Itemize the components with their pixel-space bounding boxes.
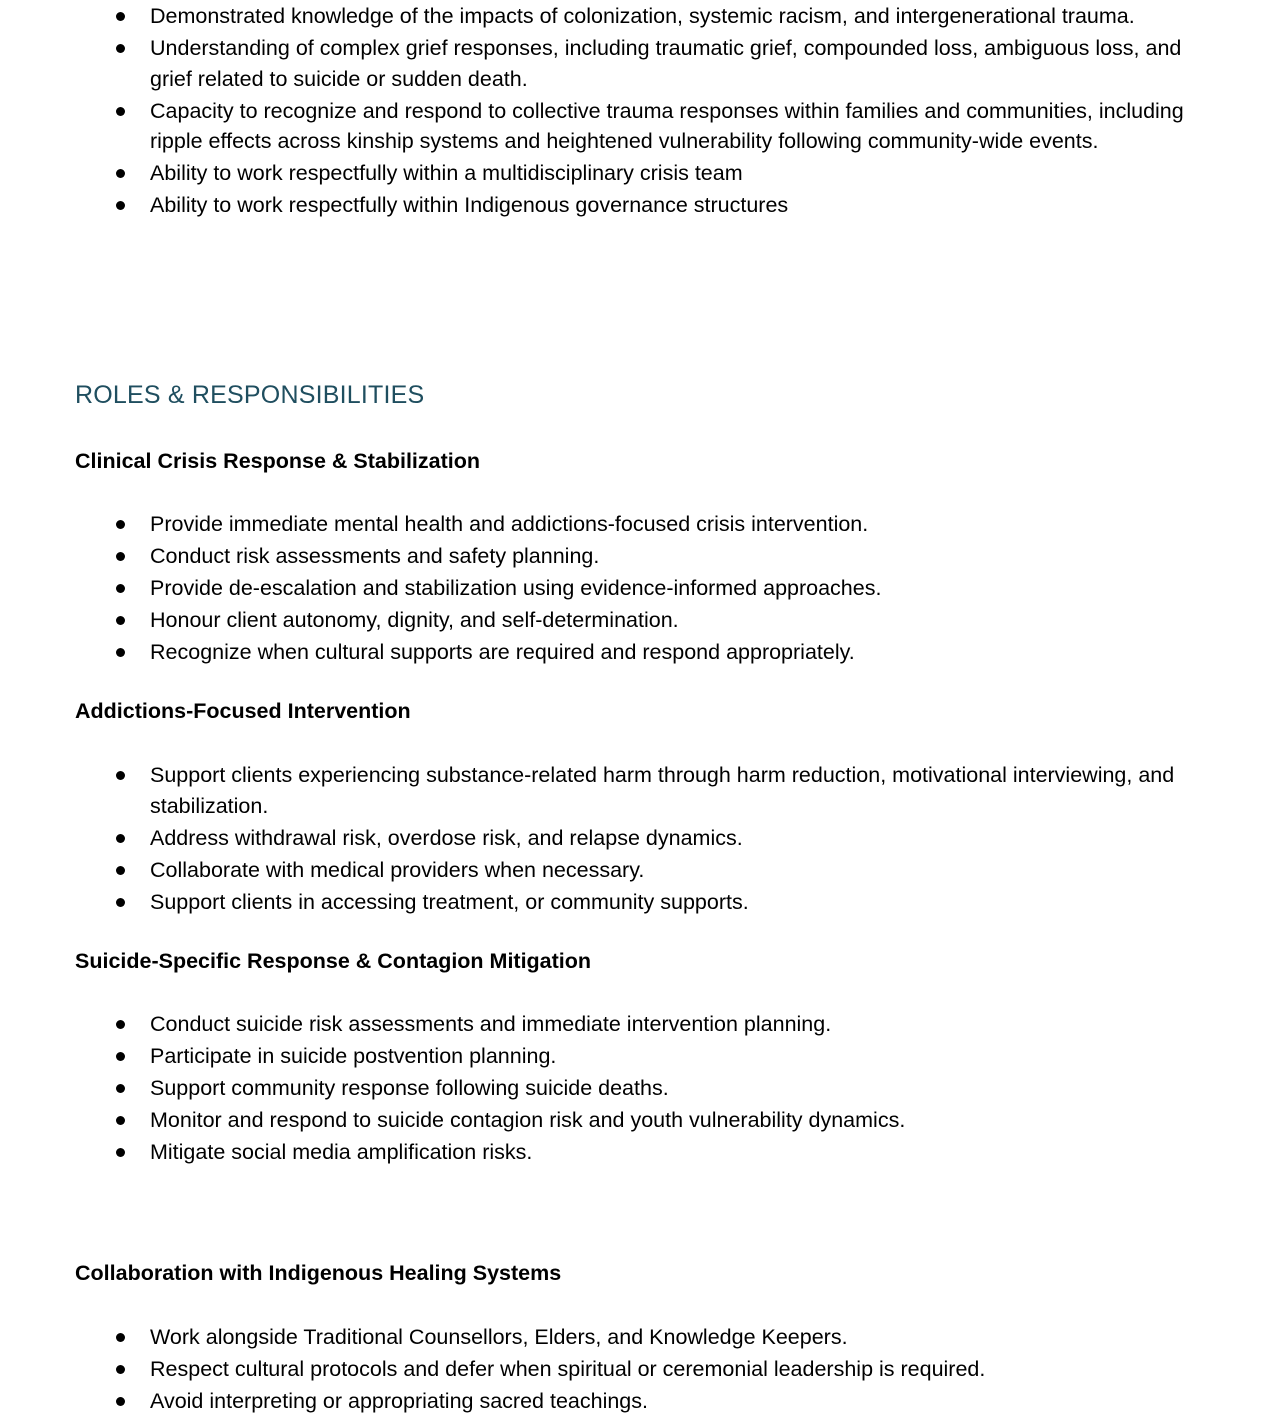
- subsection-list-block: [75, 1009, 1205, 1169]
- list-item: [75, 1137, 1205, 1168]
- bullet-icon: [116, 1052, 125, 1061]
- list-item: [75, 1386, 1205, 1417]
- subsection-title: Collaboration with Indigenous Healing Systems: [75, 1261, 562, 1285]
- subsection-list-block: [75, 509, 1205, 669]
- list-item: [75, 823, 1205, 854]
- list-item: [75, 605, 1205, 636]
- bullet-icon: [116, 44, 125, 53]
- list-item-text: Work alongside Traditional Counsellors, Elders, and Knowledge Keepers.: [150, 1325, 848, 1349]
- list-item-text: Honour client autonomy, dignity, and self-determination.: [150, 608, 679, 632]
- qualifications-list-block: [75, 1, 1205, 222]
- list-item-text: Provide immediate mental health and addictions-focused crisis intervention.: [150, 512, 869, 536]
- list-item-text: Ability to work respectfully within Indigenous governance structures: [150, 193, 789, 217]
- bullet-icon: [116, 1365, 125, 1374]
- responsibilities-list: [75, 1322, 1205, 1417]
- bullet-icon: [116, 201, 125, 210]
- subsection-title: Clinical Crisis Response & Stabilization: [75, 449, 481, 473]
- responsibilities-list: [75, 760, 1205, 917]
- qualifications-list: [75, 1, 1205, 221]
- bullet-icon: [116, 616, 125, 625]
- bullet-icon: [116, 834, 125, 843]
- responsibilities-list: [75, 509, 1205, 668]
- list-item-text: Understanding of complex grief responses, including traumatic grief, compounded loss, ambiguous loss, and grief related to suicide or sudden death.: [150, 36, 1182, 91]
- list-item: [75, 1009, 1205, 1040]
- list-item-text: Support clients experiencing substance-related harm through harm reduction, motivational interviewing, and stabilization.: [150, 763, 1175, 818]
- list-item: [75, 33, 1205, 94]
- bullet-icon: [116, 1020, 125, 1029]
- list-item: [75, 96, 1205, 157]
- list-item: [75, 158, 1205, 189]
- list-item: [75, 509, 1205, 540]
- bullet-icon: [116, 1084, 125, 1093]
- list-item: [75, 887, 1205, 918]
- list-item-text: Capacity to recognize and respond to collective trauma responses within families and communities, including ripple effects across kinship systems and heightened vulnerability following community-wide events.: [150, 98, 1184, 153]
- list-item-text: Monitor and respond to suicide contagion risk and youth vulnerability dynamics.: [150, 1108, 906, 1132]
- bullet-icon: [116, 1333, 125, 1342]
- section-heading-roles: ROLES & RESPONSIBILITIES: [75, 381, 425, 409]
- subsection-list-block: [75, 760, 1205, 919]
- list-item-text: Support community response following suicide deaths.: [150, 1076, 669, 1100]
- list-item: [75, 637, 1205, 668]
- list-item: [75, 1041, 1205, 1072]
- list-item-text: Address withdrawal risk, overdose risk, and relapse dynamics.: [150, 825, 743, 850]
- bullet-icon: [116, 584, 125, 593]
- subsection-title: Suicide-Specific Response & Contagion Mitigation: [75, 949, 592, 973]
- list-item-text: Ability to work respectfully within a multidisciplinary crisis team: [150, 161, 743, 185]
- bullet-icon: [116, 107, 125, 116]
- bullet-icon: [116, 12, 125, 21]
- list-item-text: Recognize when cultural supports are required and respond appropriately.: [150, 640, 855, 664]
- bullet-icon: [116, 648, 125, 657]
- bullet-icon: [116, 898, 125, 907]
- list-item: [75, 1105, 1205, 1136]
- list-item: [75, 1, 1205, 32]
- bullet-icon: [116, 1397, 125, 1406]
- list-item-text: Demonstrated knowledge of the impacts of colonization, systemic racism, and intergenerational trauma.: [150, 4, 1135, 28]
- bullet-icon: [116, 552, 125, 561]
- bullet-icon: [116, 1116, 125, 1125]
- subsection-title: Addictions-Focused Intervention: [75, 699, 411, 723]
- list-item-text: Mitigate social media amplification risks.: [150, 1140, 533, 1164]
- list-item-text: Respect cultural protocols and defer when spiritual or ceremonial leadership is required.: [150, 1357, 986, 1381]
- list-item-text: Avoid interpreting or appropriating sacred teachings.: [150, 1389, 648, 1413]
- list-item-text: Collaborate with medical providers when necessary.: [150, 857, 645, 882]
- list-item-text: Support clients in accessing treatment, or community supports.: [150, 889, 749, 914]
- responsibilities-list: [75, 1009, 1205, 1168]
- list-item: [75, 760, 1205, 821]
- bullet-icon: [116, 1148, 125, 1157]
- list-item-text: Conduct risk assessments and safety planning.: [150, 544, 600, 568]
- list-item-text: Provide de-escalation and stabilization using evidence-informed approaches.: [150, 576, 882, 600]
- bullet-icon: [116, 169, 125, 178]
- bullet-icon: [116, 520, 125, 529]
- list-item: [75, 573, 1205, 604]
- list-item-text: Participate in suicide postvention planning.: [150, 1044, 557, 1068]
- bullet-icon: [116, 866, 125, 875]
- list-item: [75, 1322, 1205, 1353]
- list-item-text: Conduct suicide risk assessments and immediate intervention planning.: [150, 1012, 832, 1036]
- list-item: [75, 855, 1205, 886]
- list-item: [75, 541, 1205, 572]
- list-item: [75, 190, 1205, 221]
- subsection-list-block: [75, 1322, 1205, 1418]
- list-item: [75, 1354, 1205, 1385]
- list-item: [75, 1073, 1205, 1104]
- bullet-icon: [116, 771, 125, 780]
